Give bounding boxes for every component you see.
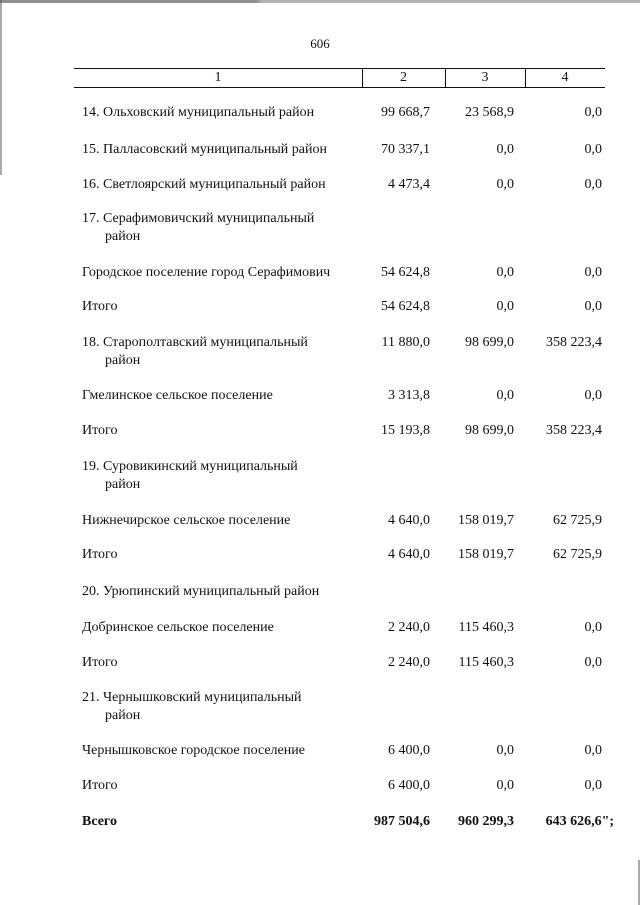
row-col-2: 2 240,0 [388, 655, 430, 670]
row-col-4: 358 223,4 [546, 423, 602, 438]
row-name-text: 21. Чернышковский муниципальный [82, 690, 302, 705]
row-name [82, 264, 367, 282]
row-name-text: Итого [82, 655, 118, 670]
row-name-text: Итого [82, 547, 118, 562]
row-col-4: 0,0 [584, 743, 602, 758]
row-col-4: 0,0 [584, 177, 602, 192]
row-col-4: 0,0 [584, 142, 602, 157]
row-col-4: 62 725,9 [553, 547, 602, 562]
row-col-3: 0,0 [496, 743, 514, 758]
row-col-4: 0,0 [584, 778, 602, 793]
row-col-3: 0,0 [496, 265, 514, 280]
scan-edge-top [0, 0, 640, 3]
row-name-text: Гмелинское сельское поселение [82, 388, 273, 403]
column-header: 2 [400, 70, 407, 85]
row-name-continuation: район [105, 229, 141, 244]
row-col-3: 115 460,3 [458, 620, 514, 635]
row-col-4: 0,0 [584, 105, 602, 120]
row-col-3: 0,0 [496, 177, 514, 192]
row-name [82, 689, 367, 725]
row-col-2: 2 240,0 [388, 620, 430, 635]
row-name-text: Итого [82, 299, 118, 314]
row-col-2: 3 313,8 [388, 388, 430, 403]
row-col-2: 11 880,0 [381, 335, 430, 350]
row-col-3: 98 699,0 [465, 423, 514, 438]
row-name-continuation: район [105, 708, 141, 723]
row-col-2: 4 640,0 [388, 547, 430, 562]
row-name-text: 20. Урюпинский муниципальный район [82, 584, 320, 599]
row-name [82, 104, 367, 122]
row-col-4: 62 725,9 [553, 513, 602, 528]
row-col-2: 15 193,8 [381, 423, 430, 438]
row-col-3: 158 019,7 [458, 547, 514, 562]
table-header [74, 68, 605, 88]
row-col-3: 0,0 [496, 142, 514, 157]
row-name [82, 298, 367, 316]
column-header: 1 [214, 70, 222, 85]
row-name-text: Нижнечирское сельское поселение [82, 513, 291, 528]
row-name [82, 654, 367, 672]
column-header: 3 [481, 70, 489, 85]
row-col-2: 54 624,8 [381, 265, 430, 280]
row-col-2: 54 624,8 [381, 299, 430, 314]
row-col-4: 0,0 [584, 265, 602, 280]
row-name-text: Чернышковское городское поселение [82, 743, 305, 758]
row-col-4: 0,0 [584, 299, 602, 314]
row-name-continuation: район [105, 353, 141, 368]
row-name [82, 458, 367, 494]
row-col-3: 158 019,7 [458, 513, 514, 528]
row-name-text: Городское поселение город Серафимович [82, 265, 331, 280]
row-col-2: 4 473,4 [388, 177, 430, 192]
row-col-4: 0,0 [584, 620, 602, 635]
row-name [82, 387, 367, 405]
row-name-text: Добринское сельское поселение [82, 620, 274, 635]
total-col-2: 987 504,6 [374, 814, 430, 829]
page-number: 606 [310, 36, 330, 51]
total-col-3: 960 299,3 [458, 814, 514, 829]
row-col-2: 70 337,1 [381, 142, 430, 157]
row-col-3: 0,0 [496, 299, 514, 314]
row-col-4: 0,0 [584, 388, 602, 403]
row-name-text: 14. Ольховский муниципальный район [82, 105, 315, 120]
row-col-3: 0,0 [496, 388, 514, 403]
row-name [82, 619, 367, 637]
total-label: Всего [82, 814, 117, 829]
row-col-2: 6 400,0 [388, 743, 430, 758]
total-col-4: 643 626,6"; [545, 814, 614, 829]
row-col-3: 0,0 [496, 778, 514, 793]
row-col-3: 23 568,9 [465, 105, 514, 120]
row-name [82, 176, 367, 194]
row-name-text: 17. Серафимовичский муниципальный [82, 211, 315, 226]
row-name-text: Итого [82, 423, 118, 438]
row-name [82, 512, 367, 530]
row-col-4: 0,0 [584, 655, 602, 670]
scan-edge-left [0, 0, 2, 175]
row-col-4: 358 223,4 [546, 335, 602, 350]
row-name [82, 334, 367, 370]
row-name-text: Итого [82, 778, 118, 793]
row-name-text: 19. Суровикинский муниципальный [82, 459, 298, 474]
row-name [82, 210, 367, 246]
row-col-2: 4 640,0 [388, 513, 430, 528]
row-name-text: 15. Палласовский муниципальный район [82, 142, 327, 157]
row-col-3: 98 699,0 [465, 335, 514, 350]
row-col-3: 115 460,3 [458, 655, 514, 670]
row-name [82, 422, 367, 440]
row-name [82, 777, 367, 795]
row-name [82, 583, 367, 601]
row-name-continuation: район [105, 477, 141, 492]
row-name [82, 546, 367, 564]
row-name [82, 742, 367, 760]
row-col-2: 6 400,0 [388, 778, 430, 793]
row-col-2: 99 668,7 [381, 105, 430, 120]
row-name [82, 141, 367, 159]
row-name-text: 16. Светлоярский муниципальный район [82, 177, 326, 192]
row-name-text: 18. Старополтавский муниципальный [82, 335, 308, 350]
column-header: 4 [561, 70, 569, 85]
